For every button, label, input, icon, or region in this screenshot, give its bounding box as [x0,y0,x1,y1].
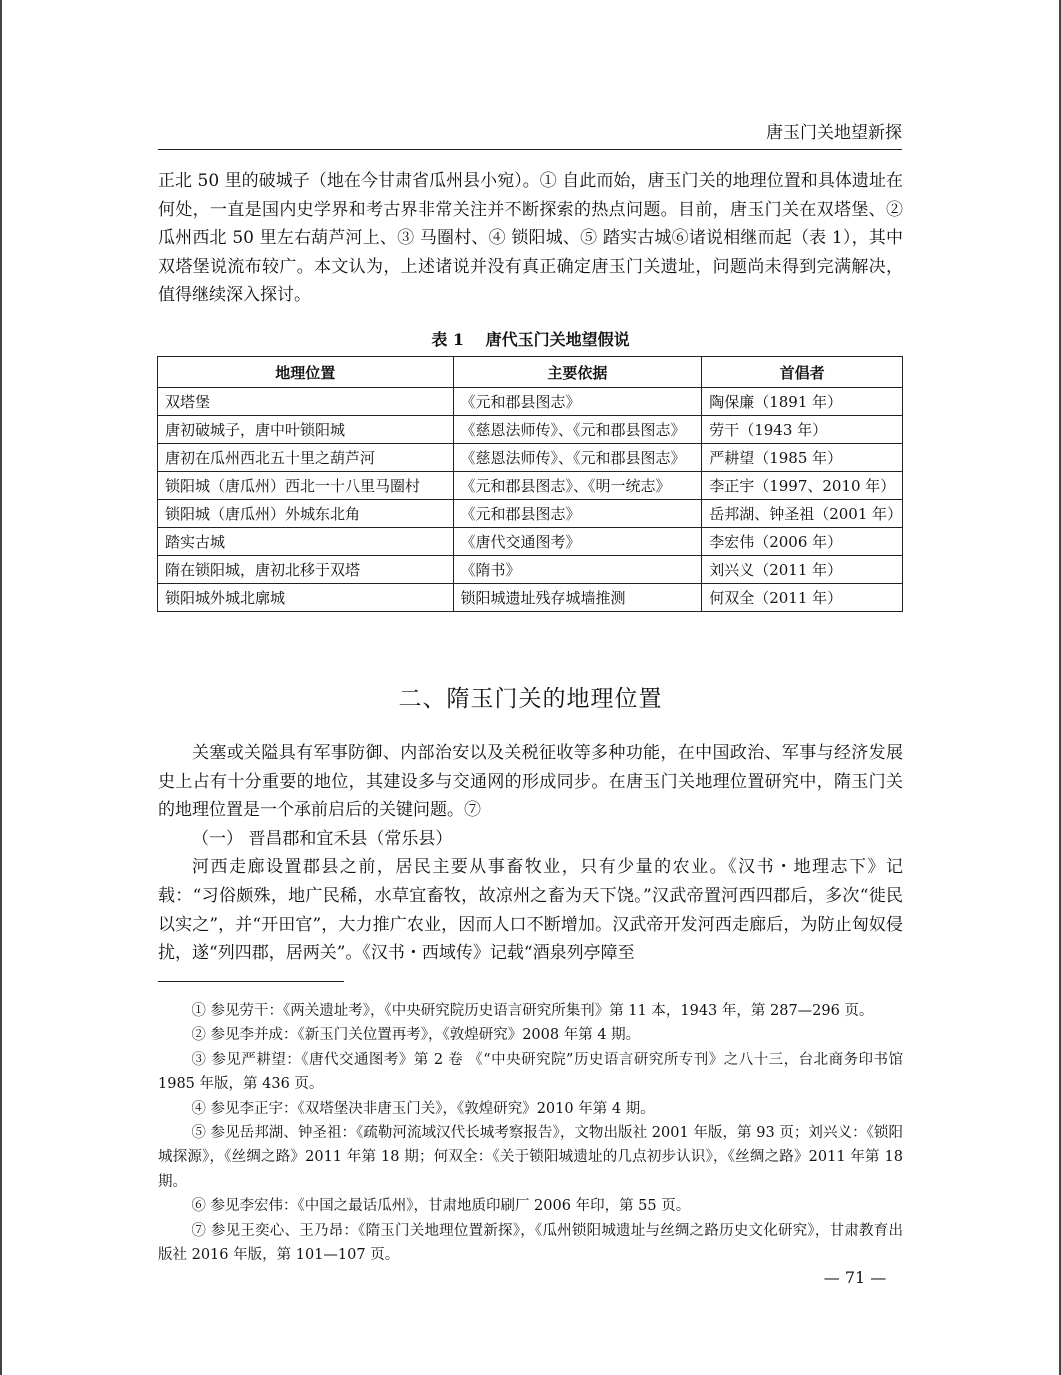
running-head: 唐玉门关地望新探 [158,118,902,150]
table-row [158,584,903,612]
cell-basis: 《隋书》 [453,556,702,584]
cell-location: 隋在锁阳城，唐初北移于双塔 [158,556,454,584]
footnotes [158,999,903,1267]
table-caption-title: 唐代玉门关地望假说 [485,330,630,349]
table-header-location: 地理位置 [158,357,454,388]
cell-basis: 《元和郡县图志》 [453,500,702,528]
table-header-basis: 主要依据 [453,357,702,388]
cell-proposer: 刘兴义（2011 年） [702,556,903,584]
cell-basis: 《元和郡县图志》 [453,388,702,416]
table-row [158,388,903,416]
table-row [158,444,903,472]
cell-proposer: 何双全（2011 年） [702,584,903,612]
table-caption-number: 表 1 [431,330,465,349]
table-caption [158,327,903,350]
cell-basis: 《唐代交通图考》 [453,528,702,556]
cell-basis: 锁阳城遗址残存城墙推测 [453,584,702,612]
table-row [158,528,903,556]
table-row [158,556,903,584]
section-paragraph: 关塞或关隘具有军事防御、内部治安以及关税征收等多种功能，在中国政治、军事与经济发展史上占有十分重要的地位，其建设多与交通网的形成同步。在唐玉门关地理位置研究中，隋玉门关的地理位置是一个承前启后的关键问题。⑦ [158,743,903,821]
cell-location: 唐初在瓜州西北五十里之葫芦河 [158,444,454,472]
section-body [158,739,903,968]
subsection-heading: （一） 晋昌郡和宜禾县（常乐县） [192,828,453,849]
footnote-item: ⑥ 参见李宏伟：《中国之最话瓜州》，甘肃地质印刷厂 2006 年印，第 55 页。 [191,1198,691,1215]
cell-location: 唐初破城子，唐中叶锁阳城 [158,416,454,444]
cell-proposer: 李宏伟（2006 年） [702,528,903,556]
cell-proposer: 劳干（1943 年） [702,416,903,444]
footnote-item: ① 参见劳干：《两关遗址考》，《中央研究院历史语言研究所集刊》第 11 本，1943 年，第 287—296 页。 [191,1003,874,1019]
cell-location: 双塔堡 [158,388,454,416]
footnote-item: ⑦ 参见王奕心、王乃昂：《隋玉门关地理位置新探》，《瓜州锁阳城遗址与丝绸之路历史文化研究》，甘肃教育出版社 2016 年版，第 101—107 页。 [158,1222,903,1264]
footnote-item: ④ 参见李正宇：《双塔堡决非唐玉门关》，《敦煌研究》2010 年第 4 期。 [191,1100,655,1117]
table-header-row [158,357,903,388]
section-title: 二、隋玉门关的地理位置 [398,686,663,712]
intro-paragraph-block [158,167,903,310]
cell-location: 踏实古城 [158,528,454,556]
footnote-item: ② 参见李并成：《新玉门关位置再考》，《敦煌研究》2008 年第 4 期。 [191,1027,641,1044]
cell-location: 锁阳城外城北廓城 [158,584,454,612]
hypothesis-table [157,356,903,612]
cell-basis: 《元和郡县图志》、《明一统志》 [453,472,702,500]
table-row [158,472,903,500]
cell-basis: 《慈恩法师传》、《元和郡县图志》 [453,416,702,444]
cell-proposer: 岳邦湖、钟圣祖（2001 年） [702,500,903,528]
table-header-proposer: 首倡者 [702,357,903,388]
cell-location: 锁阳城（唐瓜州）西北一十八里马圈村 [158,472,454,500]
footnote-item: ⑤ 参见岳邦湖、钟圣祖：《疏勒河流域汉代长城考察报告》，文物出版社 2001 年版，第 93 页；刘兴义：《锁阳城探源》，《丝绸之路》2011 年第 18 期；何双全：《关于锁阳城遗址的几点初步认识》，《丝绸之路》2011 年第 18 期。 [158,1125,903,1190]
footnote-item: ③ 参见严耕望：《唐代交通图考》第 2 卷 《“中央研究院”历史语言研究所专刊》之八十三，台北商务印书馆 1985 年版，第 436 页。 [158,1051,903,1093]
section-paragraph: 河西走廊设置郡县之前，居民主要从事畜牧业，只有少量的农业。《汉书・地理志下》记载：“习俗颇殊，地广民稀，水草宜畜牧，故凉州之畜为天下饶。”汉武帝置河西四郡后，多次“徙民以实之”，并“开田官”，大力推广农业，因而人口不断增加。汉武帝开发河西走廊后，为防止匈奴侵扰，遂“列四郡，居两关”。《汉书・西域传》记载“酒泉列亭障至 [158,857,903,964]
table-row [158,500,903,528]
cell-proposer: 严耕望（1985 年） [702,444,903,472]
page-edge-left [0,0,2,1375]
cell-proposer: 陶保廉（1891 年） [702,388,903,416]
cell-location: 锁阳城（唐瓜州）外城东北角 [158,500,454,528]
cell-proposer: 李正宇（1997、2010 年） [702,472,903,500]
footnote-divider [158,981,344,982]
intro-paragraph: 正北 50 里的破城子（地在今甘肃省瓜州县小宛）。① 自此而始，唐玉门关的地理位置和具体遗址在何处，一直是国内史学界和考古界非常关注并不断探索的热点问题。目前，唐玉门关在双塔堡、② 瓜州西北 50 里左右葫芦河上、③ 马圈村、④ 锁阳城、⑤ 踏实古城⑥诸说相继而起（表 1），其中双塔堡说流布较广。本文认为，上述诸说并没有真正确定唐玉门关遗址，问题尚未得到完满解决，值得继续深入探讨。 [158,171,903,306]
page-number: — 71 — [823,1268,887,1287]
table-row [158,416,903,444]
cell-basis: 《慈恩法师传》、《元和郡县图志》 [453,444,702,472]
